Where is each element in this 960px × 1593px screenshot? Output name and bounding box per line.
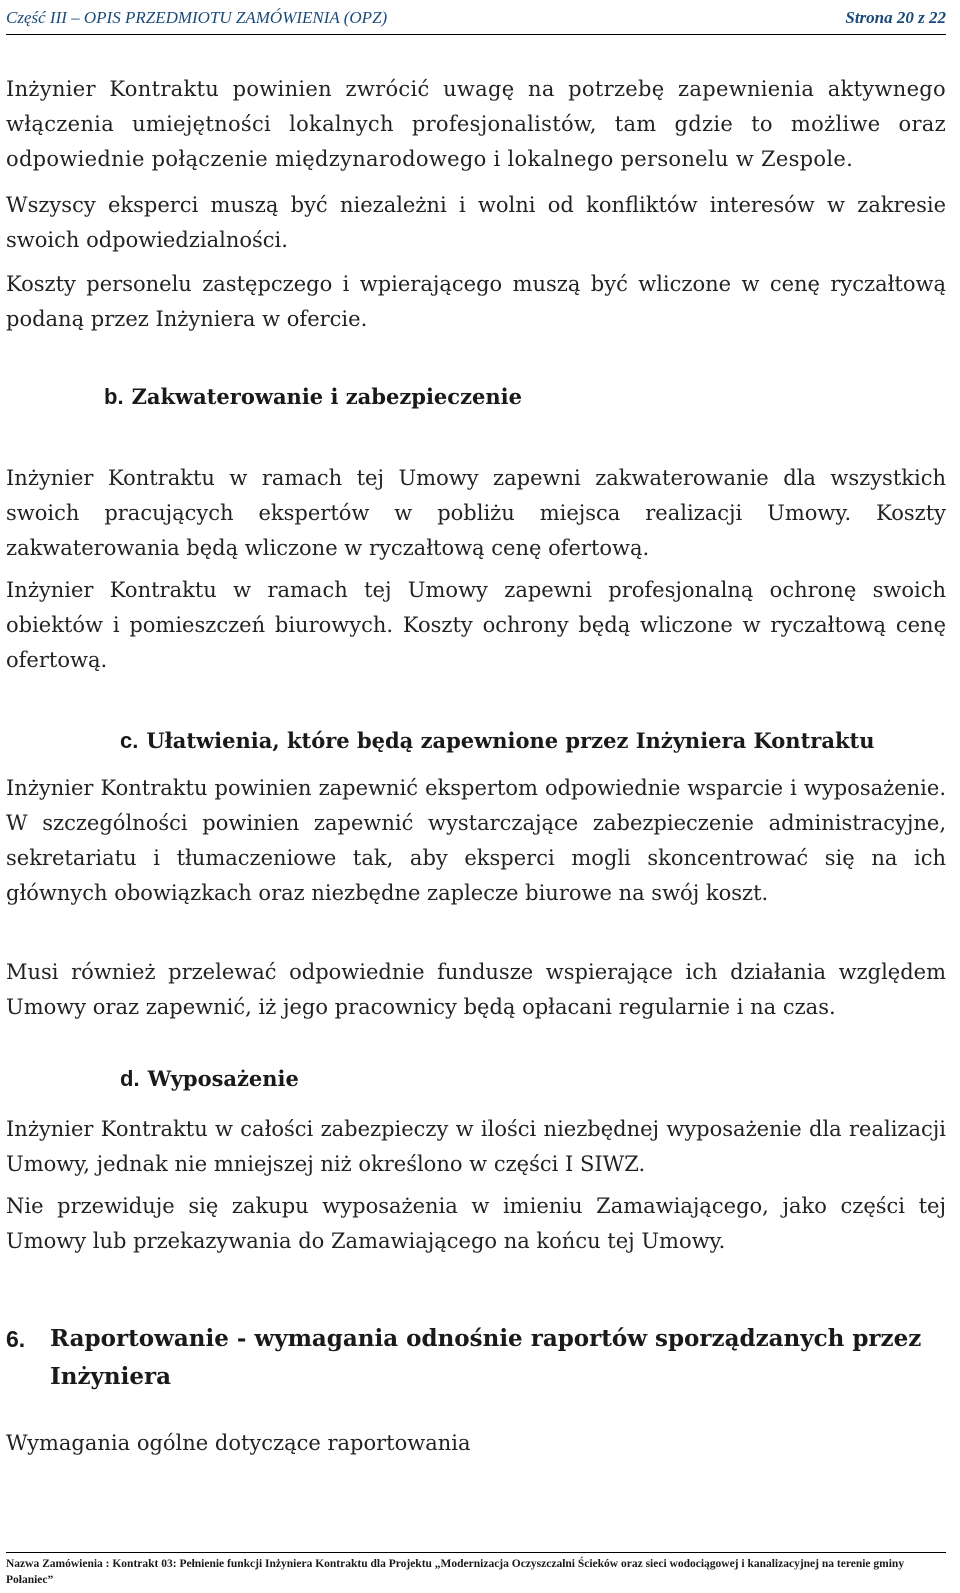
page-header [6,4,946,35]
section-d-title: Wyposażenie [147,1066,299,1091]
paragraph-costs: Koszty personelu zastępczego i wpierającego muszą być wliczone w cenę ryczałtową podaną przez Inżyniera w ofercie. [6,272,946,331]
section-d-paragraph-1: Inżynier Kontraktu w całości zabezpieczy w ilości niezbędnej wyposażenie dla realizacji Umowy, jednak nie mniejszej niż określono w części I SIWZ. [6,1117,946,1176]
section-b-paragraph-1: Inżynier Kontraktu w ramach tej Umowy zapewni zakwaterowanie dla wszystkich swoich pracujących ekspertów w pobliżu miejsca realizacji Umowy. Koszty zakwaterowania będą wliczone w ryczałtową cenę ofertową. [6,466,946,560]
section-b-title: Zakwaterowanie i zabezpieczenie [131,384,522,409]
section-c-title: Ułatwienia, które będą zapewnione przez Inżyniera Kontraktu [146,728,875,753]
section-b-letter: b. [104,384,124,409]
section-c-heading [120,728,874,754]
section-b-heading [104,384,522,410]
page-footer [6,1552,946,1588]
section-d-letter: d. [120,1066,140,1091]
section-6-title: Raportowanie - wymagania odnośnie raportów sporządzanych przez Inżyniera [50,1325,922,1390]
paragraph-experts: Wszyscy eksperci muszą być niezależni i wolni od konfliktów interesów w zakresie swoich odpowiedzialności. [6,193,946,252]
section-6-subtitle: Wymagania ogólne dotyczące raportowania [6,1431,471,1455]
section-d-heading [120,1066,299,1092]
section-c-letter: c. [120,728,139,753]
section-6-number: 6. [6,1326,26,1352]
header-page-number: Strona 20 z 22 [845,8,946,27]
section-c-paragraph-2: Musi również przelewać odpowiednie fundusze wspierające ich działania względem Umowy oraz zapewnić, iż jego pracownicy będą opłacani regularnie i na czas. [6,960,946,1019]
section-c-paragraph-1: Inżynier Kontraktu powinien zapewnić ekspertom odpowiednie wsparcie i wyposażenie. W szczególności powinien zapewnić wystarczające zabezpieczenie administracyjne, sekretariatu i tłumaczeniowe tak, aby eksperci mogli skoncentrować się na ich głównych obowiązkach oraz niezbędne zaplecze biurowe na swój koszt. [6,776,946,905]
section-d-paragraph-2: Nie przewiduje się zakupu wyposażenia w imieniu Zamawiającego, jako części tej Umowy lub przekazywania do Zamawiającego na końcu tej Umowy. [6,1194,946,1253]
section-b-paragraph-2: Inżynier Kontraktu w ramach tej Umowy zapewni profesjonalną ochronę swoich obiektów i pomieszczeń biurowych. Koszty ochrony będą wliczone w ryczałtową cenę ofertową. [6,578,946,672]
header-document-part: Część III – OPIS PRZEDMIOTU ZAMÓWIENIA (OPZ) [6,8,388,27]
paragraph-intro: Inżynier Kontraktu powinien zwrócić uwagę na potrzebę zapewnienia aktywnego włączenia umiejętności lokalnych profesjonalistów, tam gdzie to możliwe oraz odpowiednie połączenie międzynarodowego i lokalnego personelu w Zespole. [6,77,946,171]
footer-project-name: Nazwa Zamówienia : Kontrakt 03: Pełnienie funkcji Inżyniera Kontraktu dla Projektu „Modernizacja Oczyszczalni Ścieków oraz sieci wodociągowej i kanalizacyjnej na terenie gminy Połaniec” [6,1558,905,1586]
